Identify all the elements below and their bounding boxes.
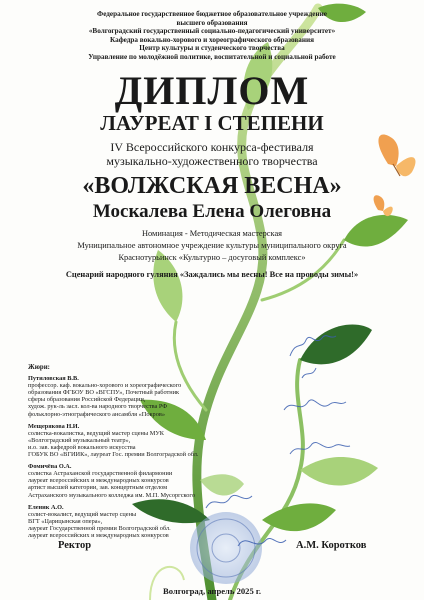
jury-member-title: лауреат всероссийских и международных конкурсов [28,531,169,539]
header-line: Федеральное государственное бюджетное образовательное учреждение [97,10,327,18]
header-line: Управление по молодёжной политике, воспитательной и социальной работе [88,52,336,61]
organization-line-1: Муниципальное автономное учреждение культуры муниципального округа [77,241,347,250]
jury-member [28,504,258,539]
jury-member [28,375,258,418]
jury-member [28,463,258,498]
jury-member-title: фольклорно-этнографического ансамбля «Покров» [28,410,165,418]
header-line: «Волгоградский государственный социально-педагогический университет» [88,27,336,36]
header-line: Центр культуры и студенческого творчества [139,44,285,53]
contest-name: «ВОЛЖСКАЯ ВЕСНА» [82,173,342,199]
jury-member-name: Еленик А.О. [28,503,64,511]
winner-name: Москалева Елена Олеговна [92,201,332,222]
jury-member-title: солистка Астраханской государственной филармонии [28,470,173,478]
jury-member-name: Фомичёва О.А. [28,463,72,471]
organization-line-2: Краснотурьинск «Культурно – досуговый комплекс» [118,253,306,262]
issuer-header [0,10,424,62]
jury-member-name: Мещерякова Н.И. [28,422,80,430]
jury-member-title: лауреат Государственной премии Волгоградской обл. [28,524,171,532]
jury-member-title: артист высшей категории, зав. концертным отделом [28,484,168,492]
jury-member-title: сферы образования Российской Федерации, [28,396,146,404]
jury-member-title: ВГТ «Царицынская опера», [28,517,103,525]
scenario-title: Сценарий народного гуляния «Заждались мы весны! Все на проводы зимы!» [65,270,359,279]
jury-member-title: лауреат всероссийских и международных конкурсов [28,477,169,485]
laureate-degree: ЛАУРЕАТ I СТЕПЕНИ [100,111,324,135]
rector-role: Ректор [58,540,92,551]
jury-member-title: Астраханского музыкального колледжа им. М.П. Мусоргского [28,491,195,499]
jury-member-title: солист-вокалист, ведущий мастер сцены [28,510,137,518]
jury-member [28,423,258,458]
jury-member-title: солистка-вокалистка, ведущий мастер сцены МУК [28,429,164,437]
jury-member-title: и.о. зав. кафедрой вокального искусства [28,443,136,451]
jury-member-title: образования ФГБОУ ВО «ВГСПУ», Почетный работник [28,389,180,397]
jury-member-title: ГОБУК ВО «ВГИИК», лауреат Гос. премии Волгоградской обл. [28,451,199,459]
rector-name: А.М. Коротков [296,540,367,551]
contest-line-2: музыкально-художественного творчества [106,154,318,168]
jury-title: Жюри: [28,364,50,371]
header-line: высшего образования [176,18,248,27]
header-line: Кафедра вокально-хорового и хореографического образования [109,35,315,44]
jury-member-name: Путиловская В.В. [28,375,79,383]
jury-member-title: профессор. каф. вокально-хорового и хореографического [28,382,182,390]
jury-member-title: «Волгоградский музыкальный театр», [28,436,131,444]
contest-line-1: IV Всероссийского конкурса-фестиваля [110,140,314,154]
nomination: Номинация - Методическая мастерская [141,229,283,238]
jury-list [28,364,258,544]
jury-member-title: худож. рук-ль засл. кол-ва народного творчества РФ [28,403,168,411]
place-date: Волгоград, апрель 2025 г. [162,586,261,596]
diploma-title: ДИПЛОМ [114,68,310,113]
